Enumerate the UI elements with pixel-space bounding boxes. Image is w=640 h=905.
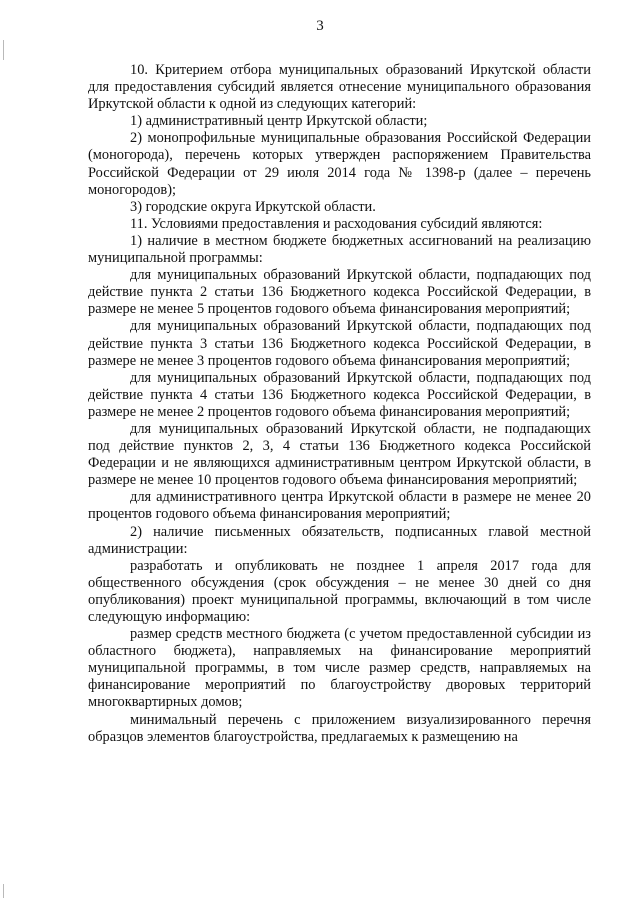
paragraph: для административного центра Иркутской области в размере не менее 20 процентов годового объема финансирования мероприятий; [88,489,591,523]
paragraph: 1) административный центр Иркутской области; [130,113,428,130]
paragraph: для муниципальных образований Иркутской области, не подпадающих под действие пунктов 2, 3, 4 статьи 136 Бюджетного кодекса Российской Федерации и не являющихся административным центром Иркутской области, в размере не менее 10 процентов годового объема финансирования мероприятий; [88,420,591,489]
paragraph: 2) монопрофильные муниципальные образования Российской Федерации (моногорода), перечень которых утвержден распоряжением Правительства Российской Федерации от 29 июля 2014 года № 1398-р (далее – перечень моногородов); [88,130,591,198]
paragraph: минимальный перечень с приложением визуализированного перечня образцов элементов благоустройства, предлагаемых к размещению на [88,711,591,745]
paragraph: для муниципальных образований Иркутской области, подпадающих под действие пункта 3 статьи 136 Бюджетного кодекса Российской Федерации, в размере не менее 3 процентов годового объема финансирования мероприятий; [88,318,591,369]
paragraph: 1) наличие в местном бюджете бюджетных ассигнований на реализацию муниципальной программы: [88,232,591,267]
paragraph: разработать и опубликовать не позднее 1 апреля 2017 года для общественного обсуждения (срок обсуждения – не менее 30 дней со дня опубликования) проект муниципальной программы, включающий в том числе следующую информацию: [88,557,591,625]
paragraph: 2) наличие письменных обязательств, подписанных главой местной администрации: [88,523,591,557]
paragraph: 10. Критерием отбора муниципальных образований Иркутской области для предоставления субсидий является отнесение муниципального образования Иркутской области к одной из следующих категорий: [88,62,591,113]
paragraph: для муниципальных образований Иркутской области, подпадающих под действие пункта 4 статьи 136 Бюджетного кодекса Российской Федерации, в размере не менее 2 процентов годового объема финансирования мероприятий; [88,369,591,420]
paragraph: для муниципальных образований Иркутской области, подпадающих под действие пункта 2 статьи 136 Бюджетного кодекса Российской Федерации, в размере не менее 5 процентов годового объема финансирования мероприятий; [88,267,591,318]
paragraph: 11. Условиями предоставления и расходования субсидий являются: [130,215,543,232]
document-body [88,62,591,746]
scan-edge-mark [3,884,4,898]
page-number: 3 [316,18,324,34]
paragraph: размер средств местного бюджета (с учетом предоставленной субсидии из областного бюджета), направляемых на финансирование мероприятий муниципальной программы, в том числе размер средств, направляемых на финансирование мероприятий по благоустройству дворовых территорий многоквартирных домов; [88,626,591,711]
scan-edge-mark [3,40,4,60]
paragraph: 3) городские округа Иркутской области. [130,198,376,215]
